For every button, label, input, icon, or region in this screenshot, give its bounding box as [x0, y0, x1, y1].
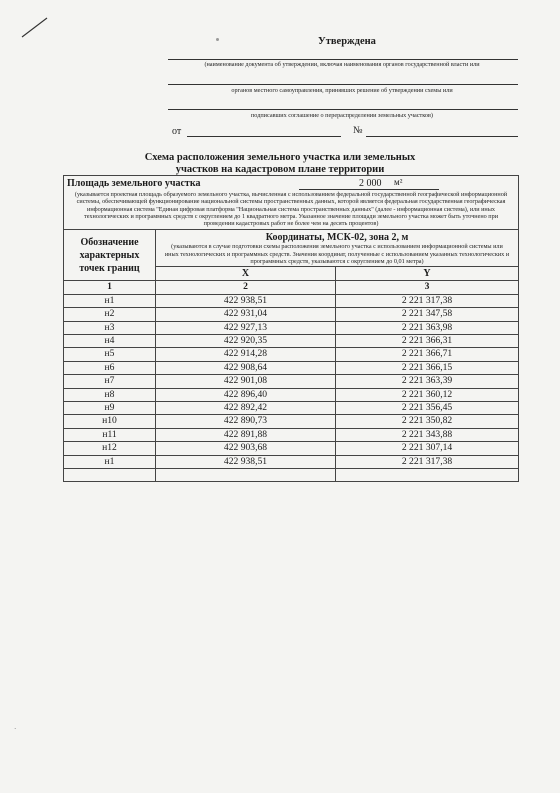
point-cell: н1 [64, 455, 156, 468]
pen-stroke-mark [10, 14, 50, 40]
table-row [64, 415, 519, 428]
y-cell: 2 221 360,12 [336, 388, 519, 401]
approval-caption-2: органов местного самоуправления, принявших решение об утверждении схемы или [231, 87, 453, 94]
table-row [64, 308, 519, 321]
x-cell: 422 903,68 [156, 442, 336, 455]
point-cell: н4 [64, 335, 156, 348]
date-label: от [172, 126, 182, 137]
approved-heading: Утверждена [318, 36, 376, 47]
y-cell: 2 221 347,58 [336, 308, 519, 321]
approval-caption-3: подписавших соглашение о перераспределении земельных участков) [251, 112, 433, 119]
x-cell: 422 890,73 [156, 415, 336, 428]
y-cell: 2 221 317,38 [336, 455, 519, 468]
point-cell: н11 [64, 428, 156, 441]
y-cell: 2 221 356,45 [336, 402, 519, 415]
empty-cell [336, 469, 519, 482]
number-label: № [353, 125, 363, 136]
table-row [64, 442, 519, 455]
table-row [64, 375, 519, 388]
point-cell: н8 [64, 388, 156, 401]
approval-caption-1: (наименование документа об утверждении, включая наименования органов государственной власти или [204, 61, 480, 68]
empty-cell [64, 469, 156, 482]
y-cell: 2 221 343,88 [336, 428, 519, 441]
area-label: Площадь земельного участка [67, 178, 201, 189]
y-cell: 2 221 317,38 [336, 294, 519, 307]
coords-header: Координаты, МСК-02, зона 2, м [265, 232, 409, 244]
x-cell: 422 901,08 [156, 375, 336, 388]
coordinate-rows [64, 294, 519, 468]
column-number-1: 1 [64, 281, 156, 294]
x-cell: 422 938,51 [156, 294, 336, 307]
table-row [64, 348, 519, 361]
point-cell: н10 [64, 415, 156, 428]
x-cell: 422 914,28 [156, 348, 336, 361]
area-value-underline [299, 189, 439, 190]
point-cell: н5 [64, 348, 156, 361]
empty-cell [156, 469, 336, 482]
point-cell: н3 [64, 321, 156, 334]
y-cell: 2 221 363,98 [336, 321, 519, 334]
point-cell: н12 [64, 442, 156, 455]
column-number-2: 2 [156, 281, 336, 294]
table-row [64, 321, 519, 334]
area-value: 2 000 [359, 178, 382, 189]
x-header: X [156, 267, 336, 281]
point-cell: н9 [64, 402, 156, 415]
point-designation-header: Обозначение характерных точек границ [64, 230, 156, 281]
document-title-line-1: Схема расположения земельного участка или земельных [144, 152, 416, 163]
point-cell: н1 [64, 294, 156, 307]
x-cell: 422 927,13 [156, 321, 336, 334]
coords-note: (указываются в случае подготовки схемы расположения земельного участка с использованием информационной системы или иных технологических и программных средств. Значения координат, полученные с использованием указанных технологических и программных средств, указываются с округлением до 0,01 метра) [164, 243, 510, 266]
coordinates-table [63, 175, 519, 482]
approval-line-2 [168, 84, 518, 85]
table-row [64, 294, 519, 307]
scan-dot [216, 38, 219, 41]
column-number-3: 3 [336, 281, 519, 294]
empty-row [64, 469, 519, 482]
y-cell: 2 221 366,15 [336, 361, 519, 374]
table-row [64, 455, 519, 468]
x-cell: 422 896,40 [156, 388, 336, 401]
approval-line-1 [168, 59, 518, 60]
y-cell: 2 221 363,39 [336, 375, 519, 388]
y-cell: 2 221 366,71 [336, 348, 519, 361]
scan-mark: · [14, 725, 17, 733]
y-header: Y [336, 267, 519, 281]
number-line [366, 136, 518, 137]
x-cell: 422 938,51 [156, 455, 336, 468]
approval-line-3 [168, 109, 518, 110]
date-line [187, 136, 341, 137]
area-note: (указывается проектная площадь образуемого земельного участка, вычисленная с использованием федеральной государственной географической информационной системы, обеспечивающей функционирование национальной системы пространственных данных, которой является федеральная государственная географическая информационная система "Единая цифровая платформа "Национальная система пространственных данных" (далее - информационная система), или иных технологических и программных средств с округлением до 1 квадратного метра. Указанное значение площади земельного участка может быть уточнено при проведении кадастровых работ не более чем на десять процентов) [74, 191, 508, 228]
area-unit: м² [394, 177, 403, 187]
y-cell: 2 221 307,14 [336, 442, 519, 455]
table-row [64, 402, 519, 415]
point-cell: н6 [64, 361, 156, 374]
y-cell: 2 221 366,31 [336, 335, 519, 348]
point-cell: н7 [64, 375, 156, 388]
coords-header-row [64, 230, 519, 267]
column-number-row [64, 281, 519, 294]
table-row [64, 388, 519, 401]
x-cell: 422 891,88 [156, 428, 336, 441]
document-title-line-2: участков на кадастровом плане территории [175, 164, 385, 175]
table-row [64, 335, 519, 348]
table-row [64, 361, 519, 374]
x-cell: 422 931,04 [156, 308, 336, 321]
y-cell: 2 221 350,82 [336, 415, 519, 428]
area-row [64, 176, 519, 230]
point-cell: н2 [64, 308, 156, 321]
x-cell: 422 920,35 [156, 335, 336, 348]
x-cell: 422 908,64 [156, 361, 336, 374]
x-cell: 422 892,42 [156, 402, 336, 415]
table-row [64, 428, 519, 441]
